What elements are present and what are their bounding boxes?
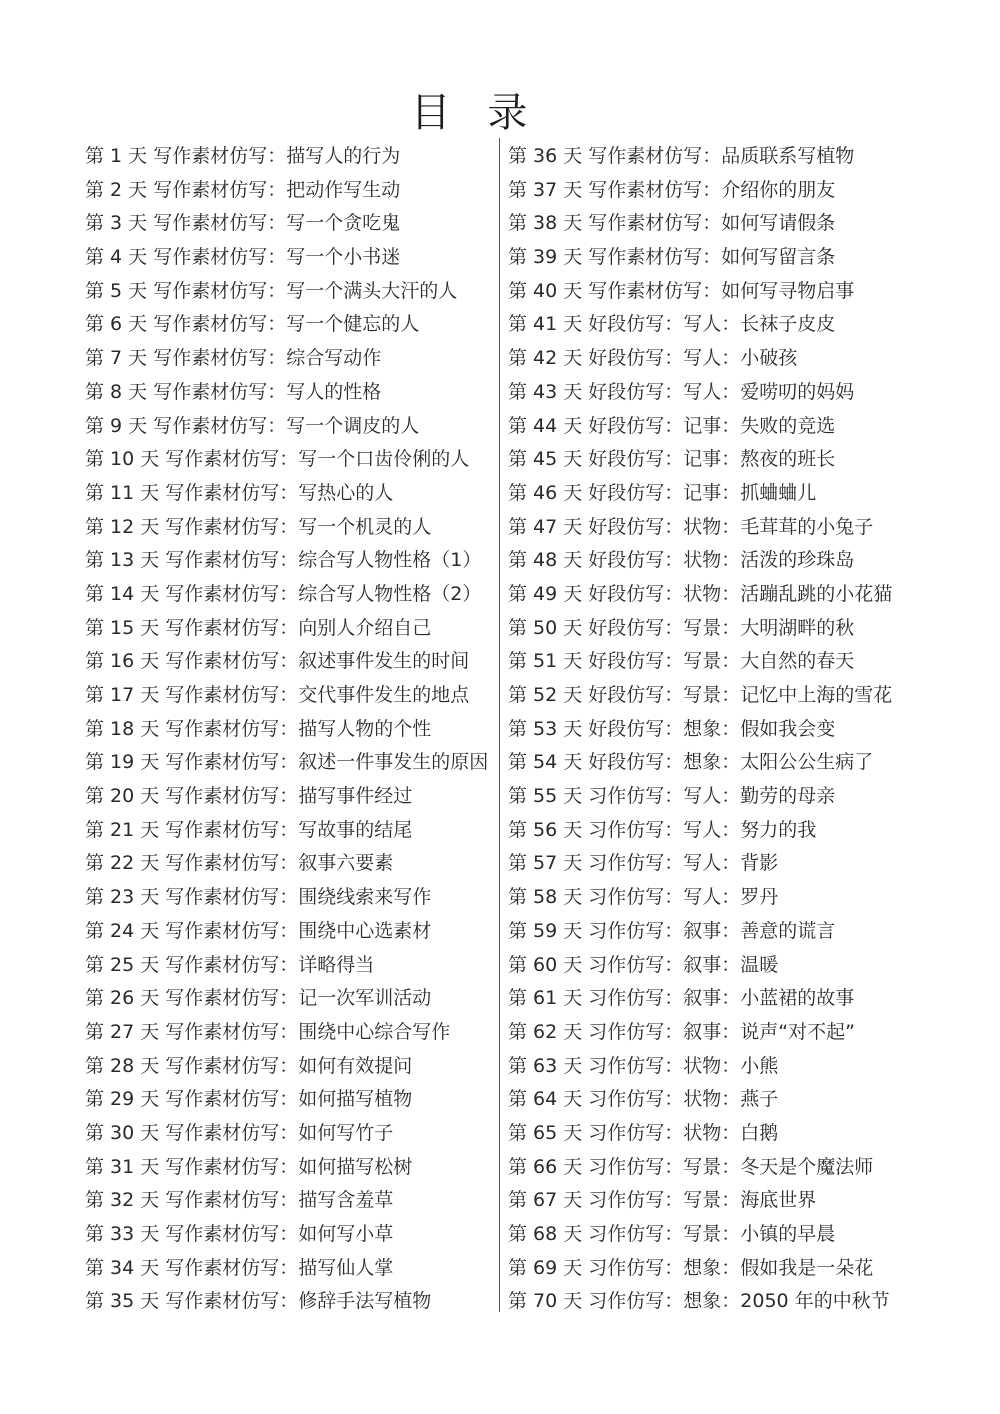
toc-entry: 第 57 天 习作仿写：写人：背影 — [508, 852, 779, 875]
toc-entry: 第 60 天 习作仿写：叙事：温暖 — [508, 953, 779, 976]
toc-entry: 第 26 天 写作素材仿写：记一次军训活动 — [85, 987, 432, 1010]
toc-entry: 第 37 天 写作素材仿写：介绍你的朋友 — [508, 178, 836, 201]
toc-entry: 第 3 天 写作素材仿写：写一个贪吃鬼 — [85, 212, 401, 235]
toc-entry: 第 69 天 习作仿写：想象：假如我是一朵花 — [508, 1256, 874, 1279]
toc-entry: 第 46 天 好段仿写：记事：抓蛐蛐儿 — [508, 481, 817, 504]
toc-entry: 第 70 天 习作仿写：想象：2050 年的中秋节 — [508, 1290, 890, 1313]
toc-entry: 第 18 天 写作素材仿写：描写人物的个性 — [85, 717, 432, 740]
toc-entry: 第 39 天 写作素材仿写：如何写留言条 — [508, 246, 836, 269]
toc-entry: 第 41 天 好段仿写：写人：长袜子皮皮 — [508, 313, 836, 336]
toc-entry: 第 28 天 写作素材仿写：如何有效提问 — [85, 1054, 413, 1077]
toc-entry: 第 65 天 习作仿写：状物：白鹅 — [508, 1121, 779, 1144]
toc-entry: 第 12 天 写作素材仿写：写一个机灵的人 — [85, 515, 432, 538]
toc-entry: 第 54 天 好段仿写：想象：太阳公公生病了 — [508, 751, 874, 774]
toc-entry: 第 6 天 写作素材仿写：写一个健忘的人 — [85, 313, 420, 336]
toc-entry: 第 14 天 写作素材仿写：综合写人物性格（2） — [85, 582, 482, 605]
toc-entry: 第 2 天 写作素材仿写：把动作写生动 — [85, 178, 401, 201]
toc-entry: 第 40 天 写作素材仿写：如何写寻物启事 — [508, 279, 855, 302]
toc-entry: 第 62 天 习作仿写：叙事：说声“对不起” — [508, 1020, 855, 1043]
toc-entry: 第 32 天 写作素材仿写：描写含羞草 — [85, 1189, 394, 1212]
toc-entry: 第 59 天 习作仿写：叙事：善意的谎言 — [508, 919, 836, 942]
toc-entry: 第 33 天 写作素材仿写：如何写小草 — [85, 1223, 394, 1245]
toc-entry: 第 35 天 写作素材仿写：修辞手法写植物 — [85, 1290, 432, 1313]
toc-entry: 第 15 天 写作素材仿写：向别人介绍自己 — [85, 616, 432, 639]
toc-entry: 第 44 天 好段仿写：记事：失败的竞选 — [508, 414, 836, 437]
toc-entry: 第 47 天 好段仿写：状物：毛茸茸的小兔子 — [508, 515, 874, 538]
toc-entry: 第 61 天 习作仿写：叙事：小蓝裙的故事 — [508, 987, 855, 1010]
toc-entry: 第 64 天 习作仿写：状物：燕子 — [508, 1088, 779, 1111]
toc-entry: 第 66 天 习作仿写：写景：冬天是个魔法师 — [508, 1155, 874, 1178]
toc-entry: 第 63 天 习作仿写：状物：小熊 — [508, 1054, 779, 1077]
toc-entry: 第 13 天 写作素材仿写：综合写人物性格（1） — [85, 549, 482, 572]
toc-entry: 第 34 天 写作素材仿写：描写仙人掌 — [85, 1256, 394, 1279]
toc-entry: 第 56 天 习作仿写：写人：努力的我 — [508, 818, 817, 841]
toc-entry: 第 17 天 写作素材仿写：交代事件发生的地点 — [85, 684, 470, 706]
toc-entry: 第 16 天 写作素材仿写：叙述事件发生的时间 — [85, 650, 470, 673]
toc-entry: 第 9 天 写作素材仿写：写一个调皮的人 — [85, 414, 420, 437]
toc-entry: 第 36 天 写作素材仿写：品质联系写植物 — [508, 145, 855, 167]
toc-entry: 第 68 天 习作仿写：写景：小镇的早晨 — [508, 1223, 836, 1245]
toc-entry: 第 67 天 习作仿写：写景：海底世界 — [508, 1189, 817, 1212]
toc-entry: 第 11 天 写作素材仿写：写热心的人 — [85, 481, 394, 504]
toc-left-column — [85, 138, 495, 1317]
column-divider — [499, 138, 500, 1312]
toc-entry: 第 27 天 写作素材仿写：围绕中心综合写作 — [85, 1020, 451, 1043]
toc-entry: 第 30 天 写作素材仿写：如何写竹子 — [85, 1121, 394, 1144]
toc-entry: 第 58 天 习作仿写：写人：罗丹 — [508, 886, 779, 909]
toc-entry: 第 23 天 写作素材仿写：围绕线索来写作 — [85, 886, 432, 909]
toc-entry: 第 38 天 写作素材仿写：如何写请假条 — [508, 212, 836, 235]
toc-entry: 第 24 天 写作素材仿写：围绕中心选素材 — [85, 919, 432, 942]
toc-entry: 第 53 天 好段仿写：想象：假如我会变 — [508, 717, 836, 740]
toc-entry: 第 7 天 写作素材仿写：综合写动作 — [85, 347, 382, 370]
toc-entry: 第 10 天 写作素材仿写：写一个口齿伶俐的人 — [85, 448, 470, 471]
toc-entry: 第 8 天 写作素材仿写：写人的性格 — [85, 380, 382, 403]
toc-entry: 第 1 天 写作素材仿写：描写人的行为 — [85, 145, 401, 167]
page-title: 目 录 — [410, 90, 540, 136]
toc-entry: 第 50 天 好段仿写：写景：大明湖畔的秋 — [508, 616, 855, 639]
toc-entry: 第 48 天 好段仿写：状物：活泼的珍珠岛 — [508, 549, 855, 572]
toc-entry: 第 19 天 写作素材仿写：叙述一件事发生的原因 — [85, 751, 489, 774]
toc-entry: 第 5 天 写作素材仿写：写一个满头大汗的人 — [85, 279, 458, 302]
toc-entry: 第 25 天 写作素材仿写：详略得当 — [85, 953, 375, 976]
toc-entry: 第 29 天 写作素材仿写：如何描写植物 — [85, 1088, 413, 1111]
toc-entry: 第 52 天 好段仿写：写景：记忆中上海的雪花 — [508, 684, 893, 706]
toc-right-column — [508, 138, 928, 1317]
toc-entry: 第 51 天 好段仿写：写景：大自然的春天 — [508, 650, 855, 673]
toc-entry: 第 42 天 好段仿写：写人：小破孩 — [508, 347, 798, 370]
toc-entry: 第 43 天 好段仿写：写人：爱唠叨的妈妈 — [508, 380, 855, 403]
toc-entry: 第 4 天 写作素材仿写：写一个小书迷 — [85, 246, 401, 269]
toc-entry: 第 49 天 好段仿写：状物：活蹦乱跳的小花猫 — [508, 582, 893, 605]
toc-entry: 第 21 天 写作素材仿写：写故事的结尾 — [85, 818, 413, 841]
toc-entry: 第 55 天 习作仿写：写人：勤劳的母亲 — [508, 785, 836, 808]
toc-entry: 第 31 天 写作素材仿写：如何描写松树 — [85, 1155, 413, 1178]
toc-entry: 第 20 天 写作素材仿写：描写事件经过 — [85, 785, 413, 808]
toc-entry: 第 22 天 写作素材仿写：叙事六要素 — [85, 852, 394, 875]
toc-entry: 第 45 天 好段仿写：记事：熬夜的班长 — [508, 448, 836, 471]
